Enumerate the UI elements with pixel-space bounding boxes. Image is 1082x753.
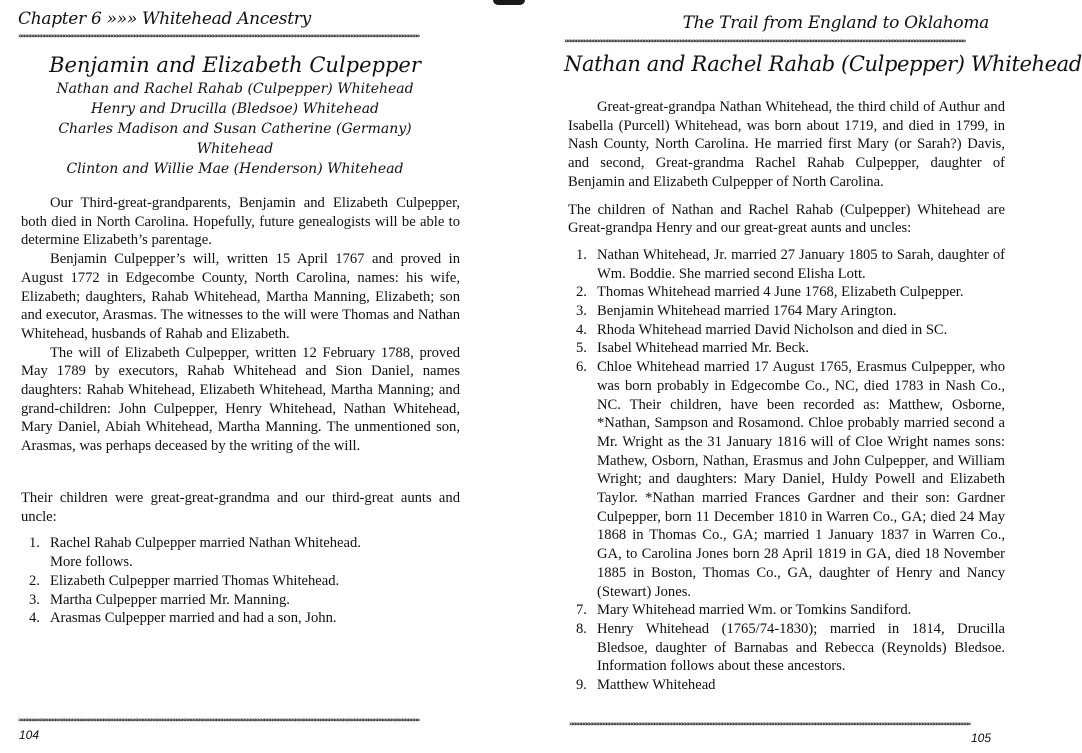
decorative-rule-bottom: »»»»»»»»»»»»»»»»»»»»»»»»»»»»»»»»»»»»»»»»»»»»»»»»»»»»»»»»»»»»»»»»»»»»»»»»»»»»»»»»»»»»»»»»»»»»»»»»»»»»»»»»»»»»»»»»»»»»»»»»»»»»»»»»»»»»»»»»»»»»»» (569, 720, 970, 728)
list-item-text: Chloe Whitehead married 17 August 1765, Erasmus Culpepper, who was born probably in Edgecombe Co., NC, died 1783 in Nash Co., NC. Their children, have been recorded as: Matthew, Osborne, *Nathan, Sampson and Rosamond. Chloe probably married second a Mr. Wright as the 31 January 1816 will of Cloe Wright names sons: Mathew, Osborn, Nathan, Erasmus and John Culpepper, and William Wright; and daughters: Mary Daniel, Huldy Powell and Elizabeth Taylor. *Nathan married Frances Gardner and their son: Gardner Culpepper, born 11 December 1810 in Warren Co., GA; died 24 May 1868 in Thomas Co., GA; married 1 January 1837 in Warren Co., GA, to Carolina Jones born 28 April 1819 in GA, died 18 November 1885 in Boston, Thomas Co., GA, daughter of Henry and Nancy (Stewart) Jones. (597, 359, 1005, 600)
list-item (21, 591, 460, 610)
list-item (21, 609, 460, 628)
list-number: 7. (576, 602, 587, 619)
section-subtitle: Henry and Drucilla (Bledsoe) Whitehead (90, 101, 380, 117)
list-item-text: Martha Culpepper married Mr. Manning. (50, 591, 290, 608)
list-item (568, 246, 1005, 283)
list-number: 2. (576, 284, 587, 301)
list-number: 5. (576, 340, 587, 357)
list-number: 6. (576, 359, 587, 376)
list-number: 3. (29, 591, 40, 608)
list-item (568, 601, 1005, 620)
list-item-text: Elizabeth Culpepper married Thomas Whitehead. (50, 572, 340, 589)
list-number: 8. (576, 620, 587, 637)
list-item-note: More follows. (50, 554, 133, 571)
paragraph: The will of Elizabeth Culpepper, written 12 February 1788, proved May 1789 by executors, Rahab Whitehead and Sion Daniel, names daughters: Rahab Whitehead, Elizabeth Whitehead, Martha Manning; and grand-children: John Culpepper, Henry Whitehead, Nathan Whitehead, Mary Daniel, Abiah Whitehead, Martha Manning. The unmentioned son, Arasmas, was perhaps deceased by the writing of the will. (21, 344, 460, 455)
list-item (568, 283, 1005, 302)
paragraph: Our Third-great-grandparents, Benjamin and Elizabeth Culpepper, both died in North Carolina. Hopefully, future genealogists will be able to determine Elizabeth’s parentage. (21, 195, 460, 249)
section-title-main: Benjamin and Elizabeth Culpepper (49, 53, 421, 77)
list-item (568, 321, 1005, 340)
list-item (568, 302, 1005, 321)
paragraph: Benjamin Culpepper’s will, written 15 April 1767 and proved in August 1772 in Edgecombe County, North Carolina, names: his wife, Elizabeth; daughters, Rahab Whitehead, Martha Manning, Elizabeth; son and executor, Arasmas. The witnesses to the will were Thomas and Nathan Whitehead, husbands of Rahab and Elizabeth. (21, 251, 460, 342)
list-item-text: Thomas Whitehead married 4 June 1768, Elizabeth Culpepper. (597, 284, 964, 301)
page-number: 105 (970, 731, 991, 745)
body-text (568, 98, 1005, 695)
list-number: 9. (576, 677, 587, 694)
list-number: 3. (576, 303, 587, 320)
list-item (568, 358, 1005, 601)
list-item-text: Henry Whitehead (1765/74-1830); married in 1814, Drucilla Bledsoe, daughter of Barnabas and Rebecca (Reynolds) Bledsoe. Information follows about these ancestors. (597, 620, 1005, 675)
children-intro: Their children were great-great-grandma and our third-great aunts and uncle: (21, 490, 460, 525)
list-item-text: Matthew Whitehead (597, 677, 716, 694)
section-heading: Nathan and Rachel Rahab (Culpepper) Whitehead (564, 52, 1082, 76)
list-item-text: Mary Whitehead married Wm. or Tomkins Sandiford. (597, 602, 912, 619)
section-titles (18, 52, 452, 179)
right-page (512, 0, 1082, 753)
list-number: 2. (29, 572, 40, 589)
left-page (0, 0, 512, 753)
decorative-rule-top: »»»»»»»»»»»»»»»»»»»»»»»»»»»»»»»»»»»»»»»»»»»»»»»»»»»»»»»»»»»»»»»»»»»»»»»»»»»»»»»»»»»»»»»»»»»»»»»»»»»»»»»»»»»»»»»»»»»»»»»»»»»»»»»»»»»»»»»»»»»»»» (18, 32, 419, 40)
decorative-rule-top: »»»»»»»»»»»»»»»»»»»»»»»»»»»»»»»»»»»»»»»»»»»»»»»»»»»»»»»»»»»»»»»»»»»»»»»»»»»»»»»»»»»»»»»»»»»»»»»»»»»»»»»»»»»»»»»»»»»»»»»»»»»»»»»»»»»»»»»»»»»»»» (564, 37, 965, 45)
list-item-text: Nathan Whitehead, Jr. married 27 January 1805 to Sarah, daughter of Wm. Boddie. She married second Elisha Lott. (597, 246, 1005, 282)
list-item-text: Arasmas Culpepper married and had a son, John. (50, 610, 337, 627)
list-item-text: Isabel Whitehead married Mr. Beck. (597, 340, 810, 357)
list-number: 4. (576, 321, 587, 338)
list-item (21, 534, 460, 571)
children-section (21, 489, 460, 628)
children-list (21, 534, 460, 628)
decorative-rule-bottom: »»»»»»»»»»»»»»»»»»»»»»»»»»»»»»»»»»»»»»»»»»»»»»»»»»»»»»»»»»»»»»»»»»»»»»»»»»»»»»»»»»»»»»»»»»»»»»»»»»»»»»»»»»»»»»»»»»»»»»»»»»»»»»»»»»»»»»»»»»»»»» (18, 716, 419, 724)
list-item (568, 620, 1005, 676)
list-item (568, 676, 1005, 695)
list-item (21, 572, 460, 591)
section-subtitle: Nathan and Rachel Rahab (Culpepper) Whitehead (56, 81, 414, 97)
children-list (568, 246, 1005, 695)
list-item (568, 339, 1005, 358)
paragraph: Great-great-grandpa Nathan Whitehead, the third child of Authur and Isabella (Purcell) Whitehead, was born about 1719, and died in 1799, in Nash County, North Carolina. He married first Mary (or Sarah?) Davis, and second, Great-grandma Rachel Rahab Culpepper, daughter of Benjamin and Elizabeth Culpepper of North Carolina. (568, 99, 1005, 190)
list-item-text: Rachel Rahab Culpepper married Nathan Whitehead. (50, 535, 361, 552)
list-number: 1. (576, 246, 587, 263)
running-head-chapter: Chapter 6 »»» Whitehead Ancestry (18, 9, 311, 29)
running-head-book-title: The Trail from England to Oklahoma (682, 13, 989, 33)
children-intro: The children of Nathan and Rachel Rahab (Culpepper) Whitehead are Great-grandpa Henry and our great-great aunts and uncles: (568, 201, 1005, 237)
section-subtitle: Charles Madison and Susan Catherine (Germany) Whitehead (58, 121, 412, 157)
page-number: 104 (19, 728, 40, 742)
list-number: 1. (29, 535, 40, 552)
section-subtitle: Clinton and Willie Mae (Henderson) Whitehead (66, 161, 404, 177)
list-number: 4. (29, 610, 40, 627)
list-item-text: Benjamin Whitehead married 1764 Mary Arington. (597, 303, 897, 320)
body-text (21, 194, 460, 456)
list-item-text: Rhoda Whitehead married David Nicholson and died in SC. (597, 321, 948, 338)
